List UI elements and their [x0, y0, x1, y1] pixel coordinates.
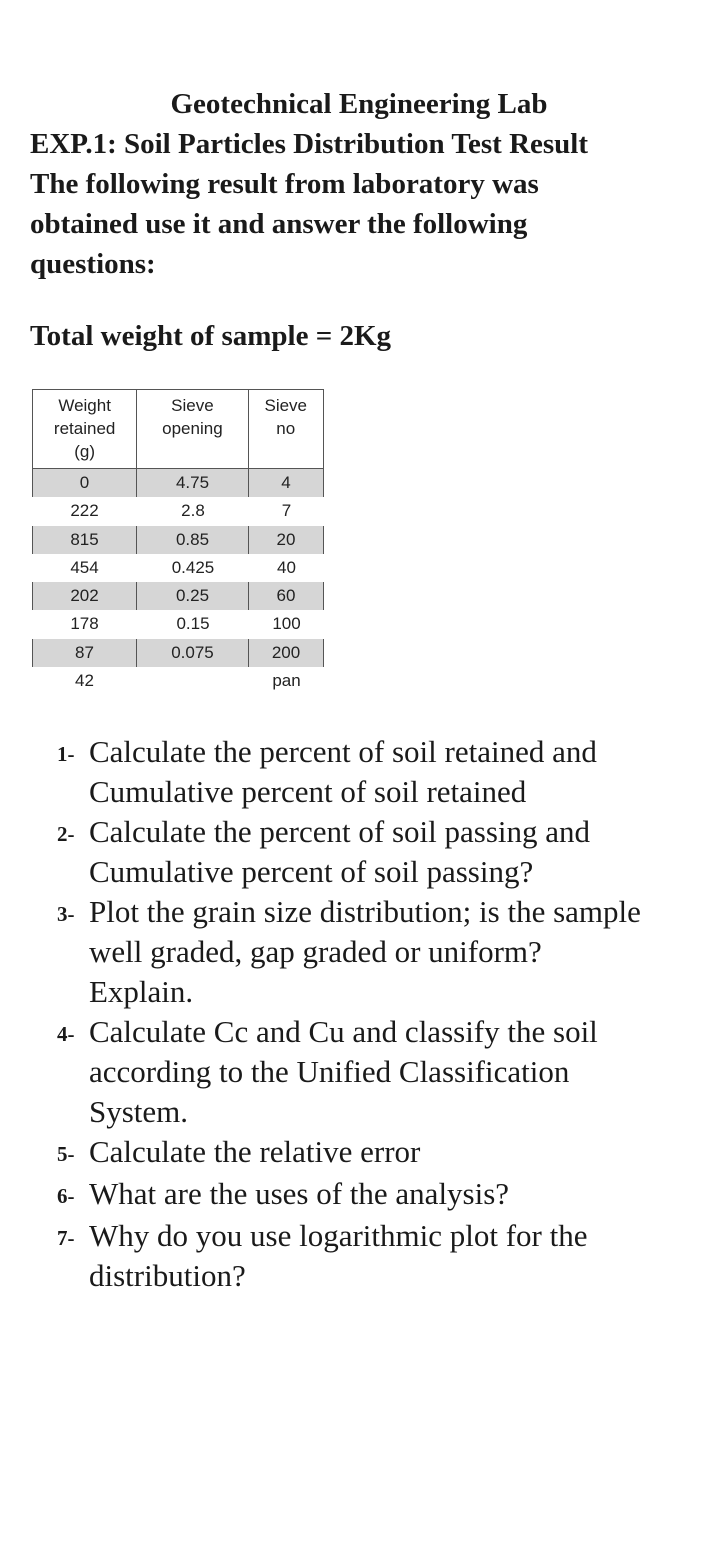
cell-sieve-no: 40: [277, 557, 296, 577]
intro-line: obtained use it and answer the following: [30, 208, 528, 240]
question-number: 6-: [57, 1184, 75, 1208]
table-header: [32, 389, 324, 469]
table-row: [32, 582, 324, 610]
question-line: well graded, gap graded or uniform?: [89, 934, 542, 969]
table-row: [32, 526, 324, 554]
question-line: What are the uses of the analysis?: [89, 1176, 510, 1211]
header-sieve-no: Sieve no: [264, 396, 308, 438]
question-line: System.: [89, 1094, 189, 1129]
cell-sieve-no: 7: [281, 501, 292, 521]
cell-opening: 2.8: [181, 501, 205, 521]
question-line: Cumulative percent of soil passing?: [89, 854, 534, 889]
cell-weight: 0: [32, 469, 137, 497]
question-line: Plot the grain size distribution; is the sample: [89, 894, 641, 929]
cell-sieve-no: 200: [249, 639, 324, 667]
intro-line: questions:: [30, 248, 156, 280]
header-weight-retained: Weight retained (g): [33, 390, 137, 468]
question-line: Calculate the percent of soil retained and: [89, 734, 597, 769]
question-item: [57, 812, 707, 892]
cell-opening: 4.75: [137, 469, 249, 497]
question-number: 5-: [57, 1142, 75, 1166]
question-item: [57, 1012, 707, 1132]
questions-list: [57, 732, 707, 1296]
question-number: 4-: [57, 1022, 75, 1046]
table-row: [32, 610, 324, 638]
question-number: 3-: [57, 902, 75, 926]
cell-weight: 87: [32, 639, 137, 667]
intro-line: The following result from laboratory was: [30, 168, 539, 200]
cell-weight: 454: [70, 557, 99, 577]
question-number: 1-: [57, 742, 75, 766]
question-line: Calculate Cc and Cu and classify the soil: [89, 1014, 598, 1049]
cell-opening: 0.85: [137, 526, 249, 554]
header-sieve-opening: Sieve opening: [137, 390, 248, 468]
cell-sieve-no: 20: [249, 526, 324, 554]
cell-opening: 0.15: [176, 614, 210, 634]
question-number: 2-: [57, 822, 75, 846]
cell-weight: 202: [32, 582, 137, 610]
table-row: [32, 639, 324, 667]
page-title: Geotechnical Engineering Lab: [170, 88, 548, 120]
cell-sieve-no: 100: [272, 614, 301, 634]
question-line: Calculate the percent of soil passing and: [89, 814, 591, 849]
question-item: [57, 1174, 707, 1216]
cell-sieve-no: 4: [249, 469, 324, 497]
question-item: [57, 1216, 707, 1296]
table-row: [32, 469, 324, 497]
question-line: Explain.: [89, 974, 194, 1009]
sieve-table: [32, 389, 324, 695]
cell-weight: 42: [75, 671, 94, 691]
table-row: [32, 497, 324, 525]
question-line: according to the Unified Classification: [89, 1054, 570, 1089]
cell-opening: 0.075: [137, 639, 249, 667]
question-item: [57, 1132, 707, 1174]
intro-line: EXP.1: Soil Particles Distribution Test Result: [30, 128, 589, 160]
cell-sieve-no: pan: [272, 671, 301, 691]
cell-opening: 0.425: [171, 557, 215, 577]
question-item: [57, 892, 707, 1012]
cell-opening: 0.25: [137, 582, 249, 610]
cell-opening: [137, 667, 249, 695]
question-item: [57, 732, 707, 812]
cell-weight: 178: [70, 614, 99, 634]
cell-weight: 222: [70, 501, 99, 521]
question-number: 7-: [57, 1226, 75, 1250]
table-row: [32, 554, 324, 582]
question-line: Calculate the relative error: [89, 1134, 421, 1169]
question-line: Why do you use logarithmic plot for the: [89, 1218, 588, 1253]
table-row: [32, 667, 324, 695]
cell-sieve-no: 60: [249, 582, 324, 610]
cell-weight: 815: [32, 526, 137, 554]
question-line: distribution?: [89, 1258, 246, 1293]
intro-text: [30, 124, 710, 284]
total-weight: Total weight of sample = 2Kg: [30, 320, 392, 352]
question-line: Cumulative percent of soil retained: [89, 774, 527, 809]
